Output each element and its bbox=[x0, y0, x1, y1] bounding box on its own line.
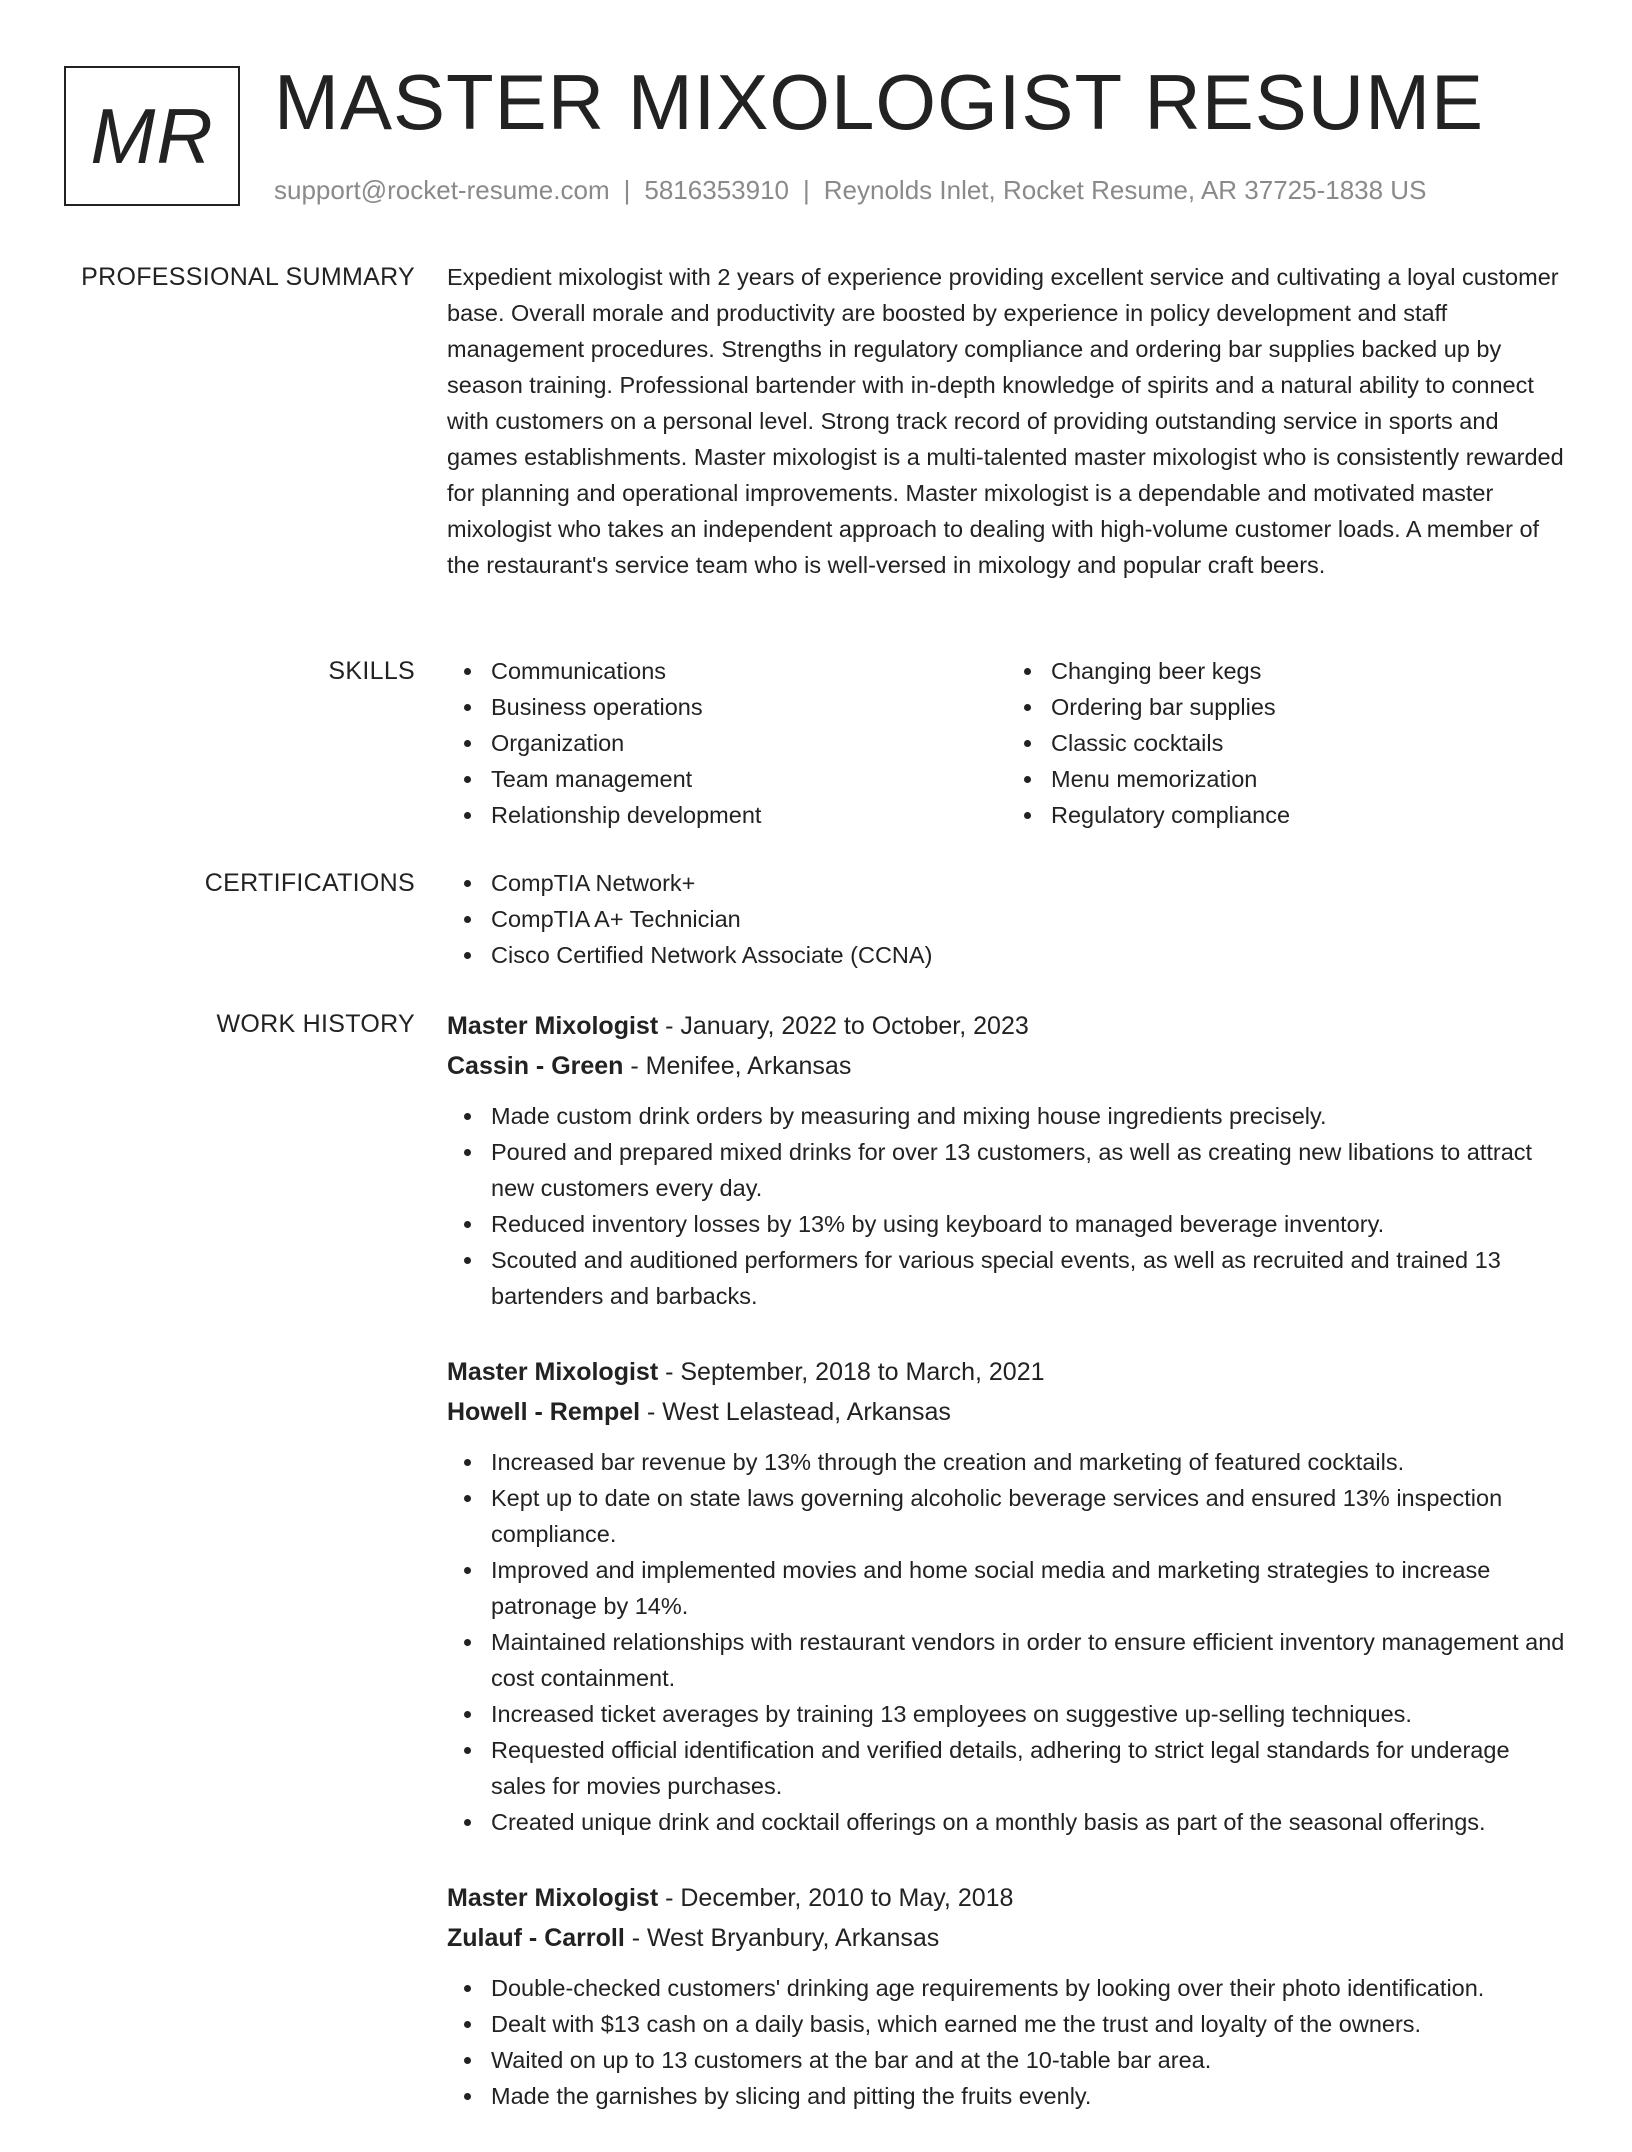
job-title-line bbox=[447, 1006, 1567, 1046]
list-item: Communications bbox=[491, 653, 1007, 689]
list-item: Reduced inventory losses by 13% by using keyboard to managed beverage inventory. bbox=[491, 1206, 1567, 1242]
job-title: Master Mixologist bbox=[447, 1884, 659, 1912]
summary-text: Expedient mixologist with 2 years of experience providing excellent service and cultivating a loyal customer base. Overall morale and productivity are boosted by experience in policy development and staff management procedures. Strengths in regulatory compliance and ordering bar supplies backed up by season training. Professional bartender with in-depth knowledge of spirits and a natural ability to connect with customers on a personal level. Strong track record of providing outstanding service in sports and games establishments. Master mixologist is a multi-talented master mixologist who is consistently rewarded for planning and operational improvements. Master mixologist is a dependable and motivated master mixologist who takes an independent approach to dealing with high-volume customer loads. A member of the restaurant's service team who is well-versed in mixology and popular craft beers. bbox=[447, 264, 1564, 578]
job-company-line bbox=[447, 1918, 1567, 1958]
job-title: Master Mixologist bbox=[447, 1358, 659, 1386]
section-label-skills: SKILLS bbox=[328, 657, 415, 685]
job-bullets bbox=[447, 1970, 1567, 2114]
list-item: Organization bbox=[491, 725, 1007, 761]
list-item: Created unique drink and cocktail offerings on a monthly basis as part of the seasonal offerings. bbox=[491, 1804, 1567, 1840]
contact-separator: | bbox=[803, 175, 810, 205]
contact-line bbox=[274, 175, 1426, 205]
list-item: Poured and prepared mixed drinks for over 13 customers, as well as creating new libations to attract new customers every day. bbox=[491, 1134, 1567, 1206]
job-company: Cassin - Green bbox=[447, 1052, 624, 1080]
job-company-line bbox=[447, 1046, 1567, 1086]
job-bullets bbox=[447, 1098, 1567, 1314]
monogram-logo: MR bbox=[64, 66, 240, 206]
job-dates: - December, 2010 to May, 2018 bbox=[658, 1884, 1014, 1912]
job-title-line bbox=[447, 1878, 1567, 1918]
list-item: Ordering bar supplies bbox=[1051, 689, 1567, 725]
list-item: Business operations bbox=[491, 689, 1007, 725]
list-item: Classic cocktails bbox=[1051, 725, 1567, 761]
list-item: Kept up to date on state laws governing alcoholic beverage services and ensured 13% inspection compliance. bbox=[491, 1480, 1567, 1552]
list-item: Dealt with $13 cash on a daily basis, which earned me the trust and loyalty of the owners. bbox=[491, 2006, 1567, 2042]
job-company: Zulauf - Carroll bbox=[447, 1924, 625, 1952]
contact-separator: | bbox=[623, 175, 631, 205]
job-bullets bbox=[447, 1444, 1567, 1840]
list-item: Team management bbox=[491, 761, 1007, 797]
list-item: Requested official identification and verified details, adhering to strict legal standards for underage sales for movies purchases. bbox=[491, 1732, 1567, 1804]
list-item: CompTIA A+ Technician bbox=[491, 901, 1567, 937]
list-item: Maintained relationships with restaurant vendors in order to ensure efficient inventory management and cost containment. bbox=[491, 1624, 1567, 1696]
skills-list-left bbox=[447, 653, 1007, 833]
job-entry bbox=[447, 1006, 1567, 1314]
list-item: Scouted and auditioned performers for various special events, as well as recruited and trained 13 bartenders and barbacks. bbox=[491, 1242, 1567, 1314]
skills-body bbox=[447, 653, 1567, 833]
list-item: Made custom drink orders by measuring and mixing house ingredients precisely. bbox=[491, 1098, 1567, 1134]
section-label-certifications: CERTIFICATIONS bbox=[204, 869, 415, 897]
certifications-body bbox=[447, 865, 1567, 973]
page-title: MASTER MIXOLOGIST RESUME bbox=[274, 58, 1485, 146]
job-entry bbox=[447, 1878, 1567, 2114]
contact-address: Reynolds Inlet, Rocket Resume, AR 37725-1838 US bbox=[823, 175, 1427, 205]
contact-phone[interactable]: 5816353910 bbox=[644, 175, 789, 205]
section-label-summary: PROFESSIONAL SUMMARY bbox=[81, 263, 415, 291]
list-item: Increased ticket averages by training 13 employees on suggestive up-selling techniques. bbox=[491, 1696, 1567, 1732]
list-item: Relationship development bbox=[491, 797, 1007, 833]
job-location: - Menifee, Arkansas bbox=[623, 1052, 852, 1080]
contact-email[interactable]: support@rocket-resume.com bbox=[274, 175, 610, 205]
job-location: - West Lelastead, Arkansas bbox=[640, 1398, 951, 1426]
skills-list-right bbox=[1007, 653, 1567, 833]
list-item: Regulatory compliance bbox=[1051, 797, 1567, 833]
certifications-list bbox=[447, 865, 1567, 973]
list-item: Menu memorization bbox=[1051, 761, 1567, 797]
job-title-line bbox=[447, 1352, 1567, 1392]
list-item: Increased bar revenue by 13% through the creation and marketing of featured cocktails. bbox=[491, 1444, 1567, 1480]
list-item: Made the garnishes by slicing and pitting the fruits evenly. bbox=[491, 2078, 1567, 2114]
list-item: Waited on up to 13 customers at the bar and at the 10-table bar area. bbox=[491, 2042, 1567, 2078]
section-label-work-history: WORK HISTORY bbox=[216, 1010, 415, 1038]
job-dates: - January, 2022 to October, 2023 bbox=[658, 1012, 1029, 1040]
list-item: Cisco Certified Network Associate (CCNA) bbox=[491, 937, 1567, 973]
job-company: Howell - Rempel bbox=[447, 1398, 641, 1426]
list-item: CompTIA Network+ bbox=[491, 865, 1567, 901]
job-title: Master Mixologist bbox=[447, 1012, 659, 1040]
job-dates: - September, 2018 to March, 2021 bbox=[658, 1358, 1045, 1386]
list-item: Changing beer kegs bbox=[1051, 653, 1567, 689]
list-item: Double-checked customers' drinking age requirements by looking over their photo identification. bbox=[491, 1970, 1567, 2006]
list-item: Improved and implemented movies and home social media and marketing strategies to increase patronage by 14%. bbox=[491, 1552, 1567, 1624]
job-company-line bbox=[447, 1392, 1567, 1432]
job-location: - West Bryanbury, Arkansas bbox=[624, 1924, 940, 1952]
job-entry bbox=[447, 1352, 1567, 1840]
work-history-body bbox=[447, 1006, 1567, 2152]
